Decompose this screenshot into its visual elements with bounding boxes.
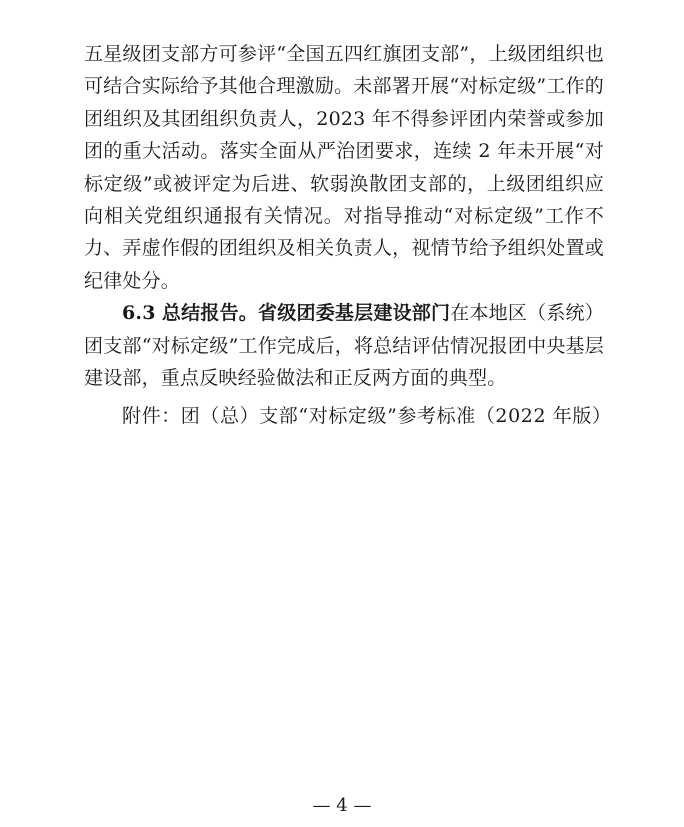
section-text: 在本地区（系统）团支部“对标定级”工作完成后，将总结评估情况报团中央基层建设部，重点反映经验做法和正反两方面的典型。	[84, 302, 604, 390]
section-heading: 总结报告。	[161, 302, 259, 325]
body-text	[84, 38, 604, 394]
page-number: — 4 —	[312, 795, 372, 816]
attachment-note: 附件：团（总）支部“对标定级”参考标准（2022 年版）	[122, 405, 612, 427]
paragraph-1: 五星级团支部方可参评“全国五四红旗团支部”，上级团组织也可结合实际给予其他合理激励。未部署开展“对标定级”工作的团组织及其团组织负责人，2023 年不得参评团内荣誉或参加团的重大活动。落实全面从严治团要求，连续 2 年未开展“对标定级”或被评定为后进、软弱涣散团支部的，上级团组织应向相关党组织通报有关情况。对指导推动“对标定级”工作不力、弄虚作假的团组织及相关负责人，视情节给予组织处置或纪律处分。	[84, 43, 604, 292]
paragraph-section-6-3	[84, 297, 604, 394]
section-subject: 省级团委基层建设部门	[258, 302, 451, 325]
section-number: 6.3	[122, 302, 156, 325]
